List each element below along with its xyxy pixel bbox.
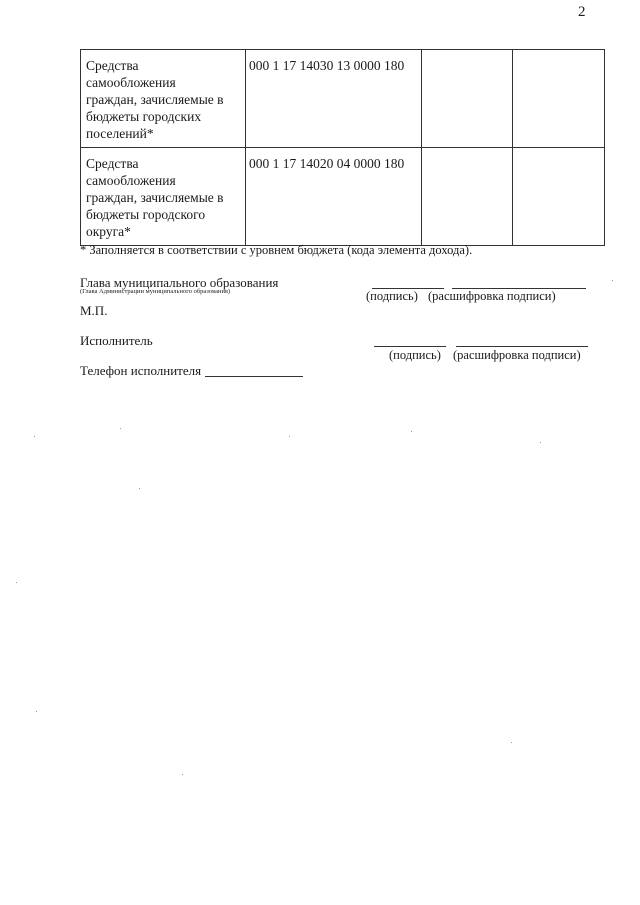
revenue-name-line: бюджеты городского xyxy=(86,207,206,222)
head-subtitle: (Глава Администрации муниципального образования) xyxy=(80,288,231,295)
revenue-code-cell: 000 1 17 14020 04 0000 180 xyxy=(246,148,422,246)
scan-speck xyxy=(36,711,37,712)
revenue-name-line: поселений* xyxy=(86,126,154,141)
revenue-code-cell: 000 1 17 14030 13 0000 180 xyxy=(246,50,422,148)
revenue-table xyxy=(80,49,605,246)
revenue-name-line: Средства xyxy=(86,156,139,171)
executor-signature-label: (подпись) xyxy=(389,348,441,362)
revenue-name-line: округа* xyxy=(86,224,131,239)
revenue-name-line: самообложения xyxy=(86,173,176,188)
executor-title: Исполнитель xyxy=(80,333,153,348)
amount-cell xyxy=(422,50,513,148)
scan-speck xyxy=(139,488,140,489)
table-row xyxy=(81,50,605,148)
phone-label: Телефон исполнителя xyxy=(80,363,202,378)
page-number: 2 xyxy=(578,4,586,20)
revenue-name-line: самообложения xyxy=(86,75,176,90)
stamp-label: М.П. xyxy=(80,303,108,318)
amount-cell xyxy=(513,50,605,148)
scan-speck xyxy=(34,436,35,437)
head-title: Глава муниципального образования xyxy=(80,275,279,290)
table-row xyxy=(81,148,605,246)
scan-speck xyxy=(289,436,290,437)
scan-speck xyxy=(182,774,183,775)
revenue-name-line: Средства xyxy=(86,58,139,73)
revenue-name-line: бюджеты городских xyxy=(86,109,202,124)
phone-value-line xyxy=(205,376,303,377)
revenue-name-line: граждан, зачисляемые в xyxy=(86,92,224,107)
executor-signature-line xyxy=(374,346,446,347)
amount-cell xyxy=(422,148,513,246)
scan-speck xyxy=(612,280,613,281)
executor-transcript-line xyxy=(456,346,588,347)
scan-speck xyxy=(411,431,412,432)
revenue-name-line: граждан, зачисляемые в xyxy=(86,190,224,205)
scan-speck xyxy=(511,742,512,743)
head-transcript-label: (расшифровка подписи) xyxy=(428,289,556,303)
scan-speck xyxy=(120,428,121,429)
executor-transcript-label: (расшифровка подписи) xyxy=(453,348,581,362)
scan-speck xyxy=(16,582,17,583)
revenue-name-cell xyxy=(81,148,246,246)
head-signature-label: (подпись) xyxy=(366,289,418,303)
revenue-name-cell xyxy=(81,50,246,148)
scan-speck xyxy=(540,442,541,443)
amount-cell xyxy=(513,148,605,246)
footnote: * Заполняется в соответствии с уровнем бюджета (кода элемента дохода). xyxy=(80,243,473,257)
